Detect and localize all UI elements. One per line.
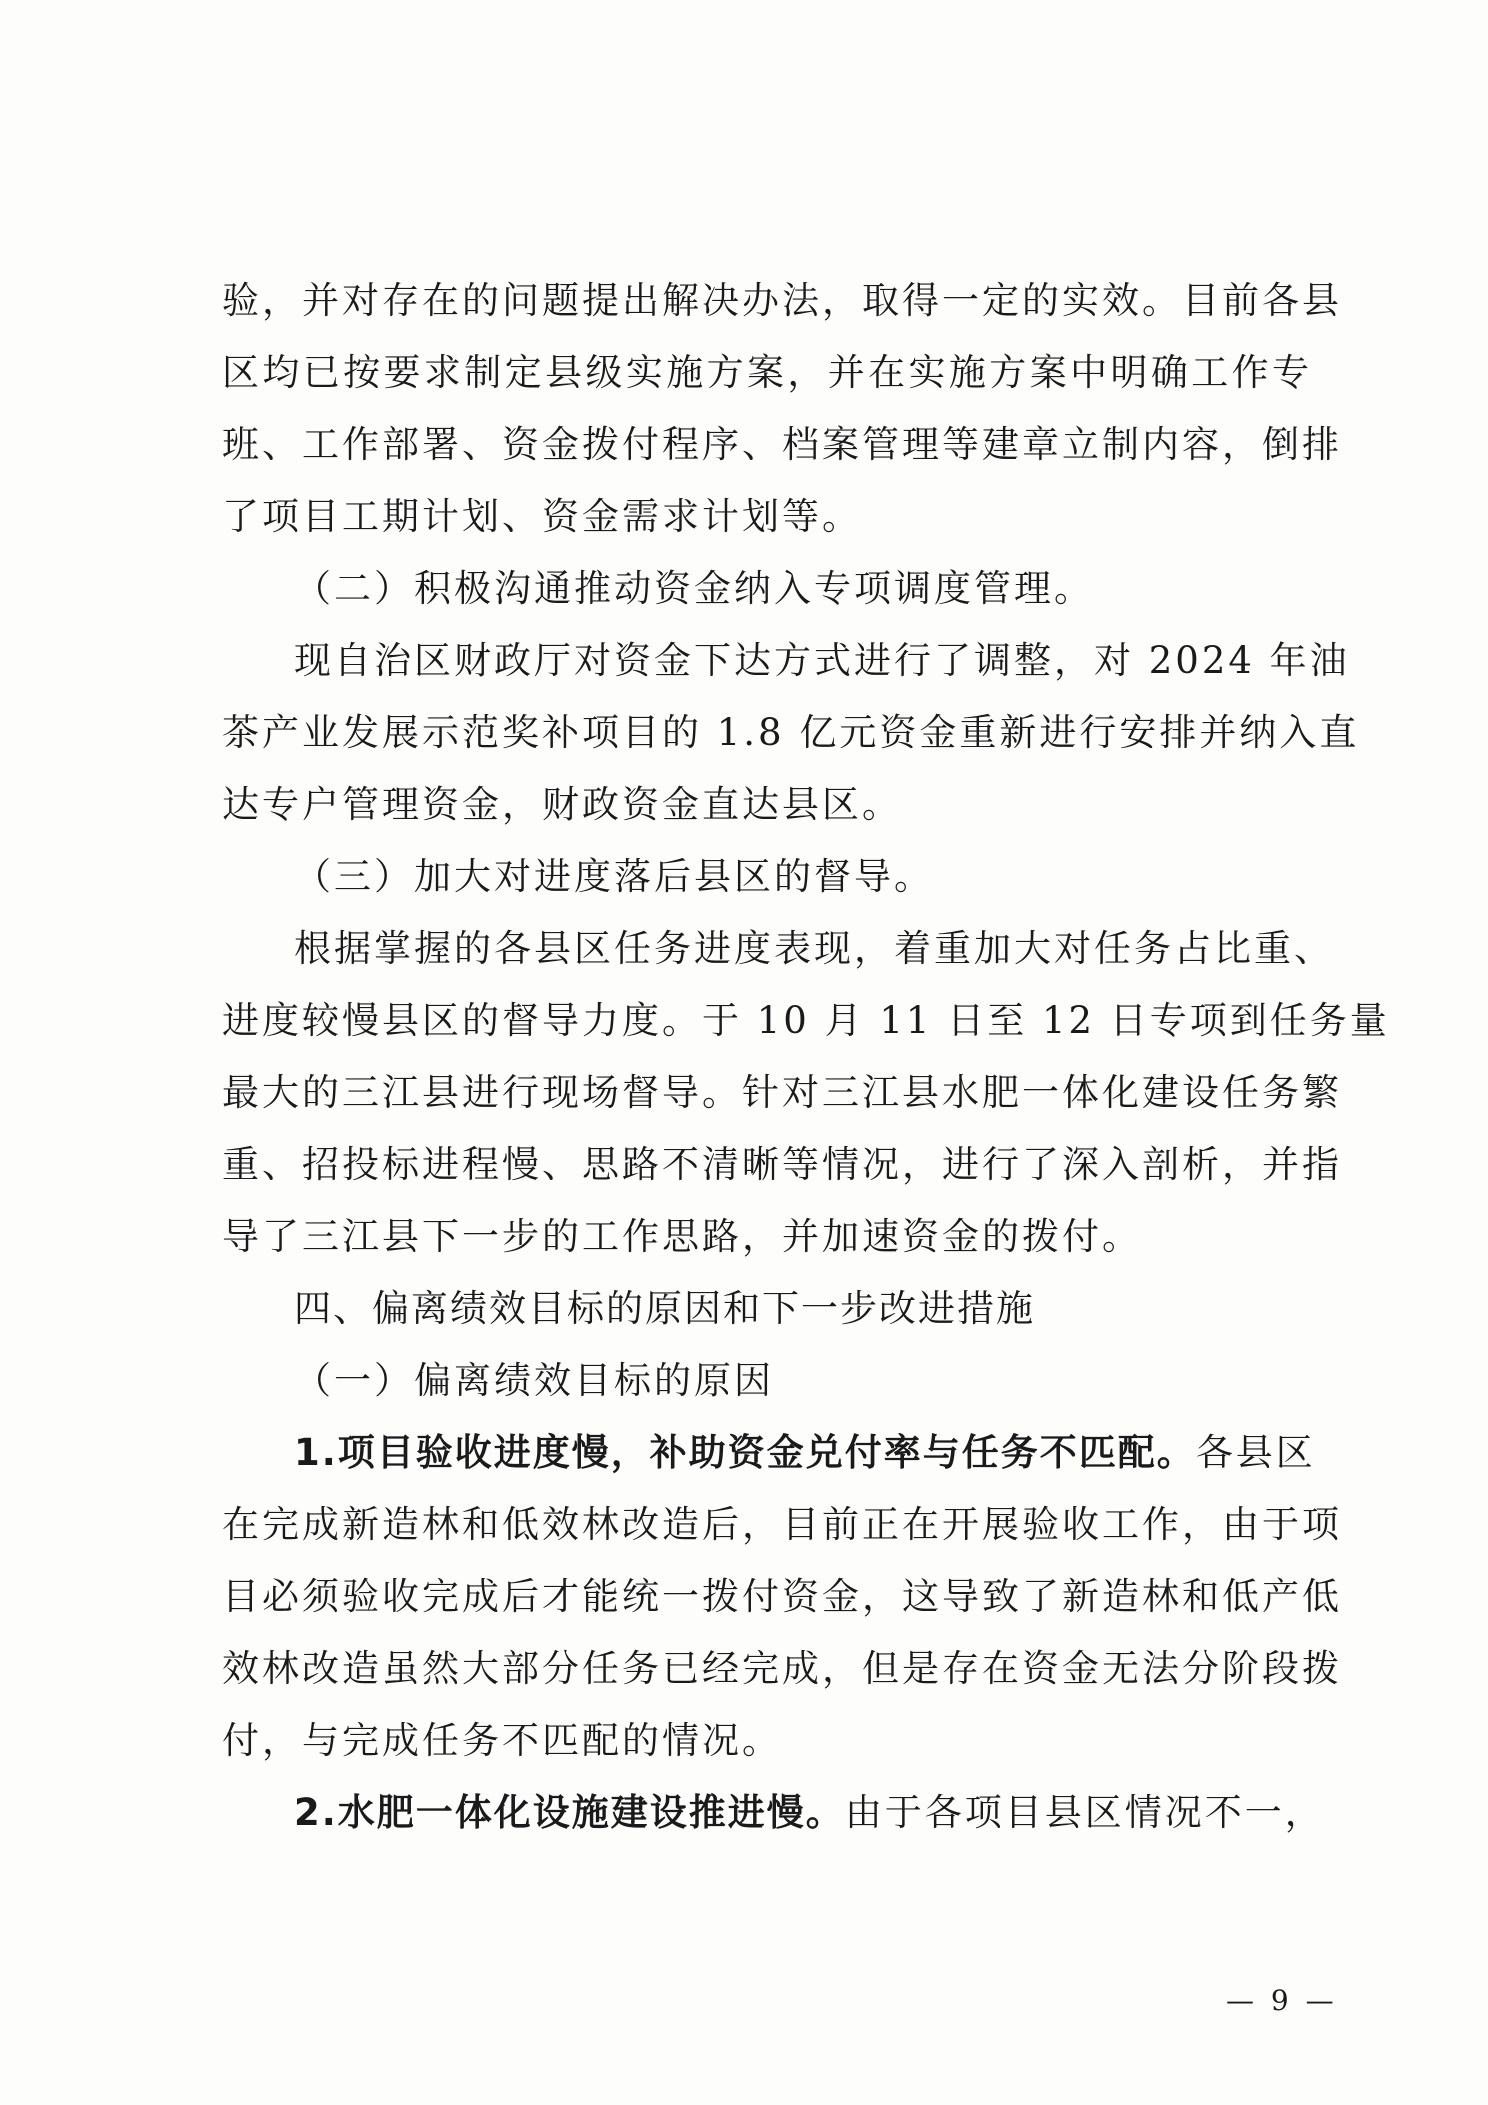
body-text-line: 了项目工期计划、资金需求计划等。 — [222, 495, 862, 538]
subheading: （三）加大对进度落后县区的督导。 — [294, 855, 934, 898]
body-text-line: 最大的三江县进行现场督导。针对三江县水肥一体化建设任务繁 — [222, 1071, 1342, 1114]
body-text-line: 茶产业发展示范奖补项目的 1.8 亿元资金重新进行安排并纳入直 — [222, 711, 1360, 754]
body-text-line: 效林改造虽然大部分任务已经完成，但是存在资金无法分阶段拨 — [222, 1647, 1342, 1690]
page-number: — 9 — — [1226, 1984, 1338, 2017]
body-text-line: 在完成新造林和低效林改造后，目前正在开展验收工作，由于项 — [222, 1503, 1342, 1546]
body-text-line: 区均已按要求制定县级实施方案，并在实施方案中明确工作专 — [222, 351, 1312, 394]
body-text-line: 达专户管理资金，财政资金直达县区。 — [222, 783, 902, 826]
body-text-line: 验，并对存在的问题提出解决办法，取得一定的实效。目前各县 — [222, 279, 1342, 322]
list-item-line — [294, 1424, 1316, 1482]
item-title: 2.水肥一体化设施建设推进慢。 — [294, 1791, 845, 1834]
body-text-line: 付，与完成任务不匹配的情况。 — [222, 1719, 782, 1762]
body-text-line: 现自治区财政厅对资金下达方式进行了调整，对 2024 年油 — [294, 639, 1350, 682]
body-text-line: 班、工作部署、资金拨付程序、档案管理等建章立制内容，倒排 — [222, 423, 1342, 466]
body-text-line: 重、招投标进程慢、思路不清晰等情况，进行了深入剖析，并指 — [222, 1143, 1342, 1186]
body-text-line: 目必须验收完成后才能统一拨付资金，这导致了新造林和低产低 — [222, 1575, 1342, 1618]
subheading: （二）积极沟通推动资金纳入专项调度管理。 — [294, 567, 1094, 610]
body-text-line: 进度较慢县区的督导力度。于 10 月 11 日至 12 日专项到任务量 — [222, 999, 1390, 1042]
item-text: 各县区 — [1195, 1431, 1316, 1474]
item-text: 由于各项目县区情况不一， — [844, 1791, 1325, 1834]
section-heading: 四、偏离绩效目标的原因和下一步改进措施 — [294, 1287, 1035, 1330]
body-text-line: 导了三江县下一步的工作思路，并加速资金的拨付。 — [222, 1215, 1142, 1258]
list-item-line — [294, 1784, 1325, 1842]
subheading: （一）偏离绩效目标的原因 — [294, 1359, 774, 1402]
body-text-line: 根据掌握的各县区任务进度表现，着重加大对任务占比重、 — [294, 927, 1334, 970]
item-title: 1.项目验收进度慢，补助资金兑付率与任务不匹配。 — [294, 1431, 1196, 1474]
